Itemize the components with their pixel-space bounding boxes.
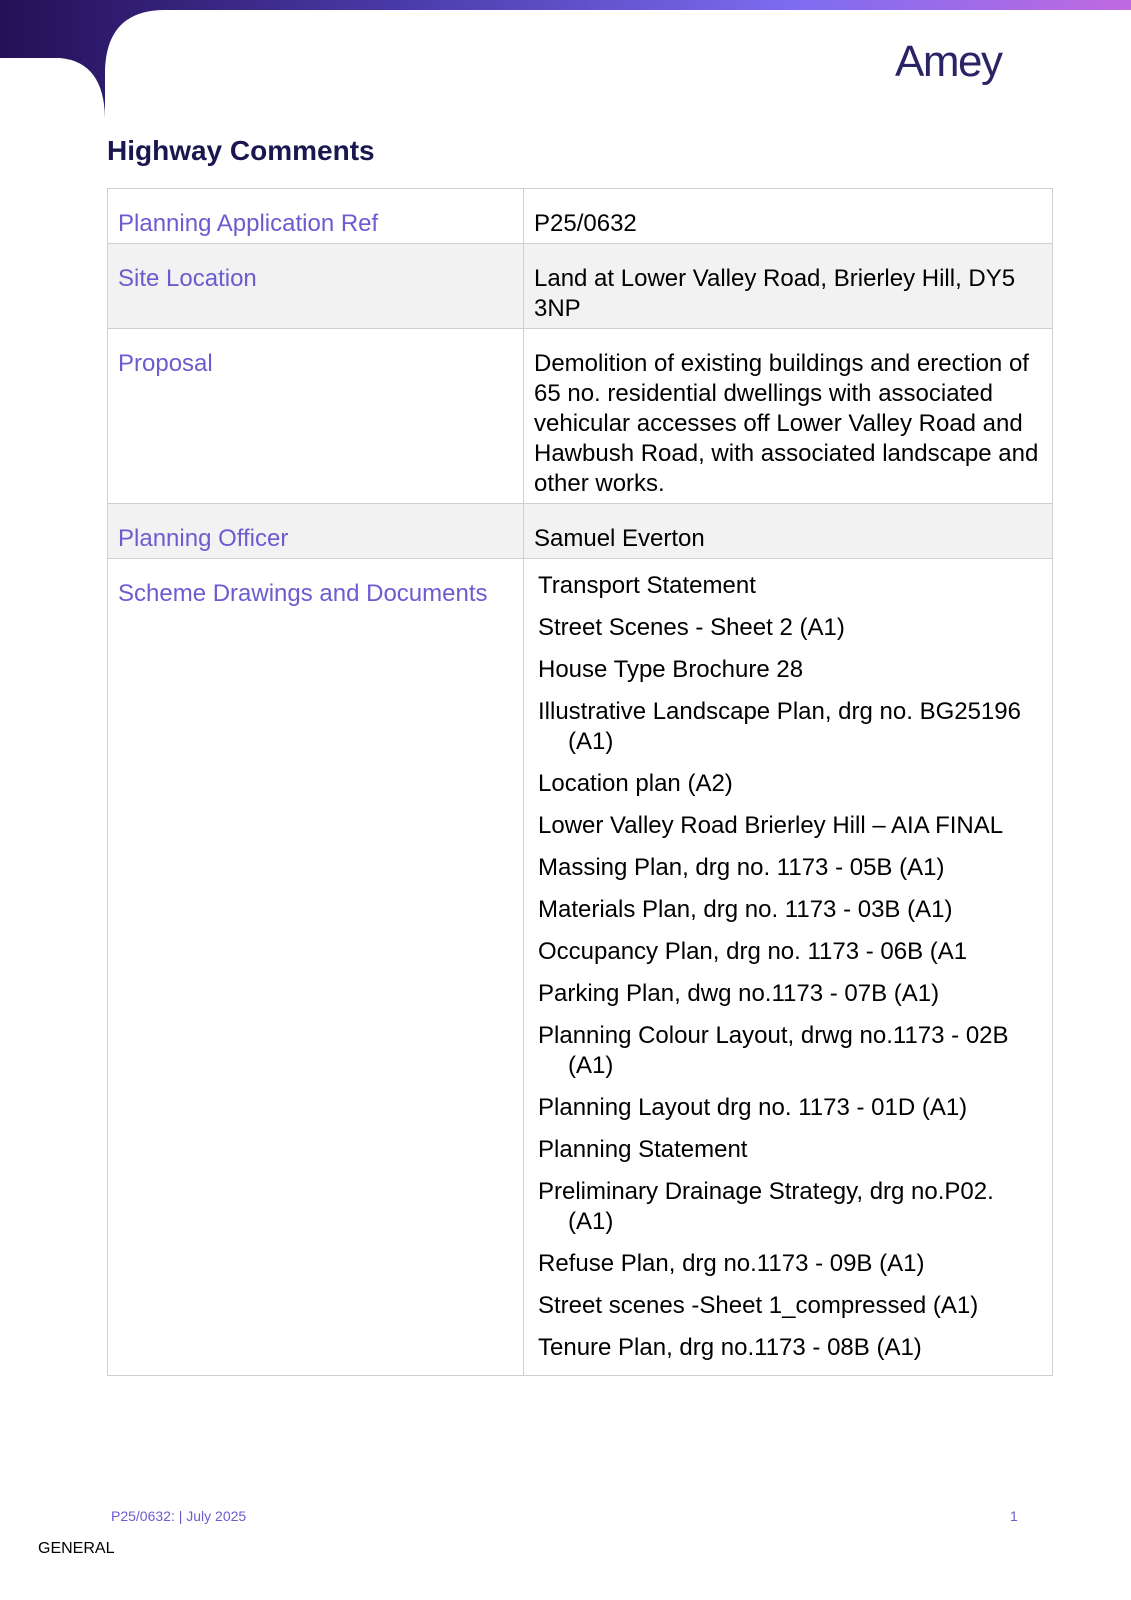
scheme-documents-list xyxy=(534,571,1042,1363)
list-item: Planning Statement xyxy=(538,1136,748,1163)
footer-reference: P25/0632: | July 2025 xyxy=(111,1508,247,1524)
table-row xyxy=(108,559,1053,1376)
row-value-site-location: Land at Lower Valley Road, Brierley Hill, DY5 3NP xyxy=(524,244,1053,329)
list-item: Occupancy Plan, drg no. 1173 - 06B (A1 xyxy=(538,938,968,965)
application-details-table xyxy=(107,188,1053,1376)
amey-logo: Amey xyxy=(895,37,1002,86)
row-label-proposal: Proposal xyxy=(108,329,524,504)
list-item: House Type Brochure 28 xyxy=(538,656,804,683)
row-label-application-ref: Planning Application Ref xyxy=(108,189,524,244)
row-value-scheme-documents xyxy=(524,559,1053,1376)
list-item: Lower Valley Road Brierley Hill – AIA FINAL xyxy=(538,812,1004,839)
footer-page-number: 1 xyxy=(1010,1508,1018,1524)
list-item: Street scenes -Sheet 1_compressed (A1) xyxy=(538,1292,979,1319)
list-item: Refuse Plan, drg no.1173 - 09B (A1) xyxy=(538,1250,925,1277)
row-label-planning-officer: Planning Officer xyxy=(108,504,524,559)
list-item: Tenure Plan, drg no.1173 - 08B (A1) xyxy=(538,1334,922,1361)
row-value-planning-officer: Samuel Everton xyxy=(524,504,1053,559)
list-item: Planning Layout drg no. 1173 - 01D (A1) xyxy=(538,1094,968,1121)
list-item: Illustrative Landscape Plan, drg no. BG25196 (A1) xyxy=(538,698,1021,755)
table-row xyxy=(108,504,1053,559)
table-row xyxy=(108,244,1053,329)
list-item: Materials Plan, drg no. 1173 - 03B (A1) xyxy=(538,896,953,923)
page-title: Highway Comments xyxy=(107,135,375,166)
list-item: Planning Colour Layout, drwg no.1173 - 02B (A1) xyxy=(538,1022,1009,1079)
table-row xyxy=(108,329,1053,504)
row-label-site-location: Site Location xyxy=(108,244,524,329)
table-row xyxy=(108,189,1053,244)
classification-label: GENERAL xyxy=(38,1540,115,1557)
list-item: Preliminary Drainage Strategy, drg no.P02. (A1) xyxy=(538,1178,994,1235)
list-item: Transport Statement xyxy=(538,572,756,599)
row-label-scheme-documents: Scheme Drawings and Documents xyxy=(108,559,524,1376)
list-item: Location plan (A2) xyxy=(538,770,733,797)
row-value-application-ref: P25/0632 xyxy=(524,189,1053,244)
row-value-proposal: Demolition of existing buildings and erection of 65 no. residential dwellings with associated vehicular accesses off Lower Valley Road and Hawbush Road, with associated landscape and other works. xyxy=(524,329,1053,504)
list-item: Massing Plan, drg no. 1173 - 05B (A1) xyxy=(538,854,945,881)
list-item: Street Scenes - Sheet 2 (A1) xyxy=(538,614,845,641)
list-item: Parking Plan, dwg no.1173 - 07B (A1) xyxy=(538,980,940,1007)
